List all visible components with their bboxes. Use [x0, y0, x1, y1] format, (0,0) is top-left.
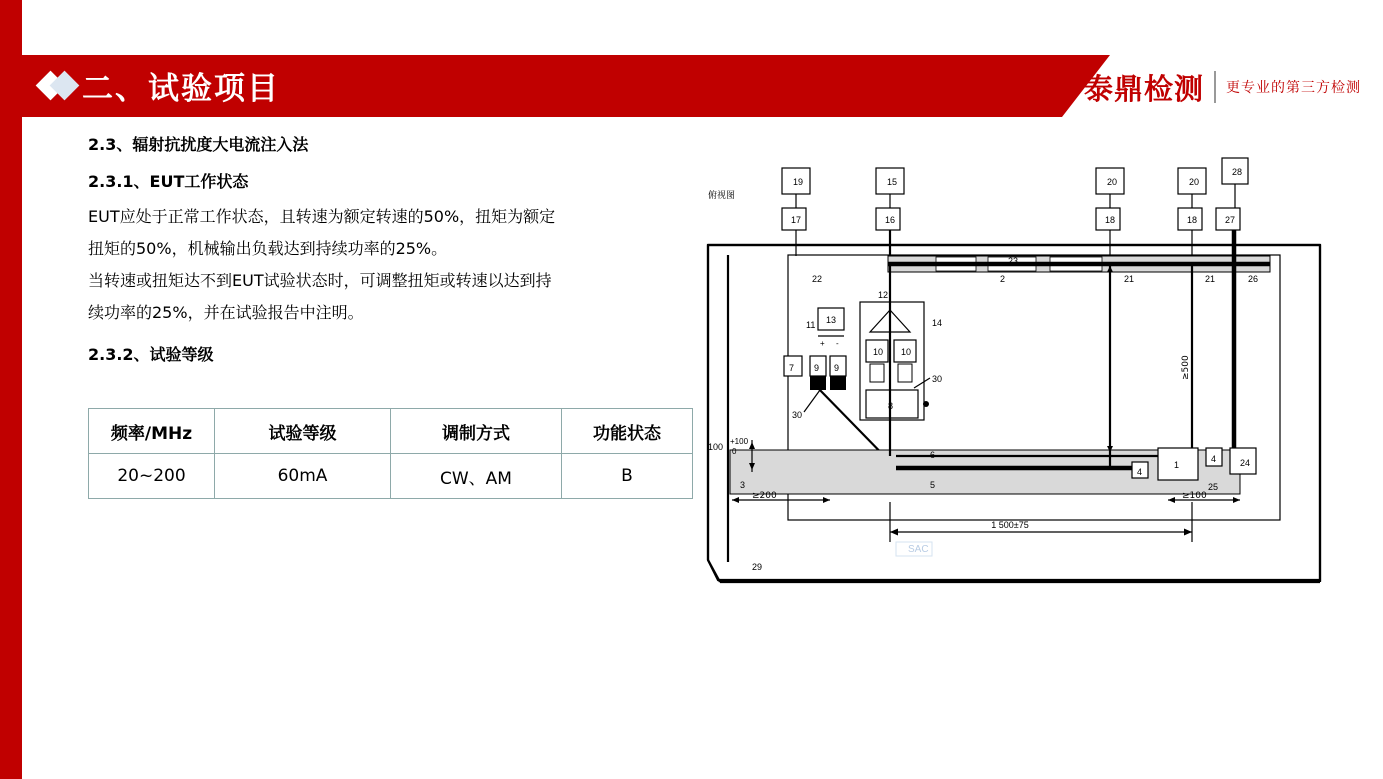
svg-text:27: 27	[1225, 215, 1236, 225]
svg-text:100: 100	[708, 442, 724, 452]
text-content	[88, 132, 698, 375]
svg-text:8: 8	[888, 401, 894, 411]
svg-text:2: 2	[1000, 274, 1006, 284]
svg-text:21: 21	[1205, 274, 1216, 284]
svg-text:24: 24	[1240, 458, 1251, 468]
svg-text:10: 10	[901, 347, 912, 357]
logo-seal-icon	[1034, 66, 1076, 108]
svg-text:30: 30	[932, 374, 943, 384]
logo-divider	[1214, 71, 1216, 103]
logo-tagline: 更专业的第三方检测	[1226, 80, 1361, 96]
svg-text:+100: +100	[730, 437, 749, 446]
svg-text:14: 14	[932, 318, 943, 328]
svg-text:4: 4	[1211, 454, 1217, 464]
left-accent-bar	[0, 0, 22, 779]
svg-text:20: 20	[1107, 177, 1118, 187]
svg-text:≥200: ≥200	[752, 491, 777, 501]
svg-text:22: 22	[812, 274, 823, 284]
table-cell-level: 60mA	[215, 454, 391, 499]
svg-text:俯视图: 俯视图	[708, 191, 736, 201]
svg-text:13: 13	[826, 315, 837, 325]
table-header-row	[89, 409, 693, 454]
svg-text:4: 4	[1137, 467, 1143, 477]
paragraph-line-3: 当转速或扭矩达不到EUT试验状态时，可调整扭矩或转速以达到持	[88, 271, 552, 290]
svg-text:≥100: ≥100	[1182, 491, 1207, 501]
svg-text:15: 15	[887, 177, 898, 187]
table-header-cell-0: 频率/MHz	[89, 409, 215, 454]
svg-text:9: 9	[814, 363, 820, 373]
svg-text:1: 1	[1174, 460, 1180, 470]
table-cell-modulation: CW、AM	[391, 454, 562, 499]
page-title: 二、试验项目	[82, 71, 280, 107]
svg-text:26: 26	[1248, 274, 1259, 284]
paragraph-line-4: 续功率的25%，并在试验报告中注明。	[88, 303, 364, 322]
diamond-bullet-icon	[40, 71, 70, 101]
svg-text:10: 10	[873, 347, 884, 357]
svg-text:28: 28	[1232, 167, 1243, 177]
paragraph-line-2: 扭矩的50%，机械输出负载达到持续功率的25%。	[88, 239, 448, 258]
company-logo	[1034, 63, 1361, 111]
subsection-1-title: 2.3.1、EUT工作状态	[88, 172, 249, 191]
svg-text:20: 20	[1189, 177, 1200, 187]
svg-text:18: 18	[1187, 215, 1198, 225]
svg-text:12: 12	[878, 290, 889, 300]
slide-header	[22, 55, 1383, 117]
table-header-cell-2: 调制方式	[391, 409, 562, 454]
test-level-table	[88, 408, 693, 499]
section-title: 2.3、辐射抗扰度大电流注入法	[88, 135, 309, 154]
svg-text:19: 19	[793, 177, 804, 187]
svg-text:17: 17	[791, 215, 802, 225]
svg-text:1 500±75: 1 500±75	[991, 520, 1029, 530]
test-setup-diagram	[700, 150, 1360, 620]
svg-text:25: 25	[1208, 482, 1219, 492]
table-header-cell-1: 试验等级	[215, 409, 391, 454]
svg-text:16: 16	[885, 215, 896, 225]
svg-text:6: 6	[930, 450, 936, 460]
logo-company-name: 泰鼎检测	[1083, 71, 1204, 106]
svg-text:7: 7	[789, 363, 795, 373]
svg-text:-: -	[836, 339, 839, 348]
svg-text:3: 3	[740, 480, 746, 490]
svg-text:5: 5	[930, 480, 936, 490]
svg-text:21: 21	[1124, 274, 1135, 284]
paragraph-line-1: EUT应处于正常工作状态，且转速为额定转速的50%，扭矩为额定	[88, 207, 556, 226]
table-cell-function-status: B	[562, 454, 693, 499]
svg-text:23: 23	[1008, 256, 1019, 266]
svg-text:SAC: SAC	[908, 544, 929, 555]
svg-text:+: +	[820, 339, 825, 348]
svg-text:9: 9	[834, 363, 840, 373]
svg-text:11: 11	[806, 320, 816, 330]
table-header-cell-3: 功能状态	[562, 409, 693, 454]
svg-text:≥500: ≥500	[1181, 355, 1191, 380]
svg-text:18: 18	[1105, 215, 1116, 225]
subsection-2-title: 2.3.2、试验等级	[88, 345, 214, 364]
svg-text:29: 29	[752, 562, 763, 572]
table-cell-frequency: 20~200	[89, 454, 215, 499]
table-row	[89, 454, 693, 499]
svg-text:0: 0	[732, 447, 737, 456]
svg-text:30: 30	[792, 410, 803, 420]
